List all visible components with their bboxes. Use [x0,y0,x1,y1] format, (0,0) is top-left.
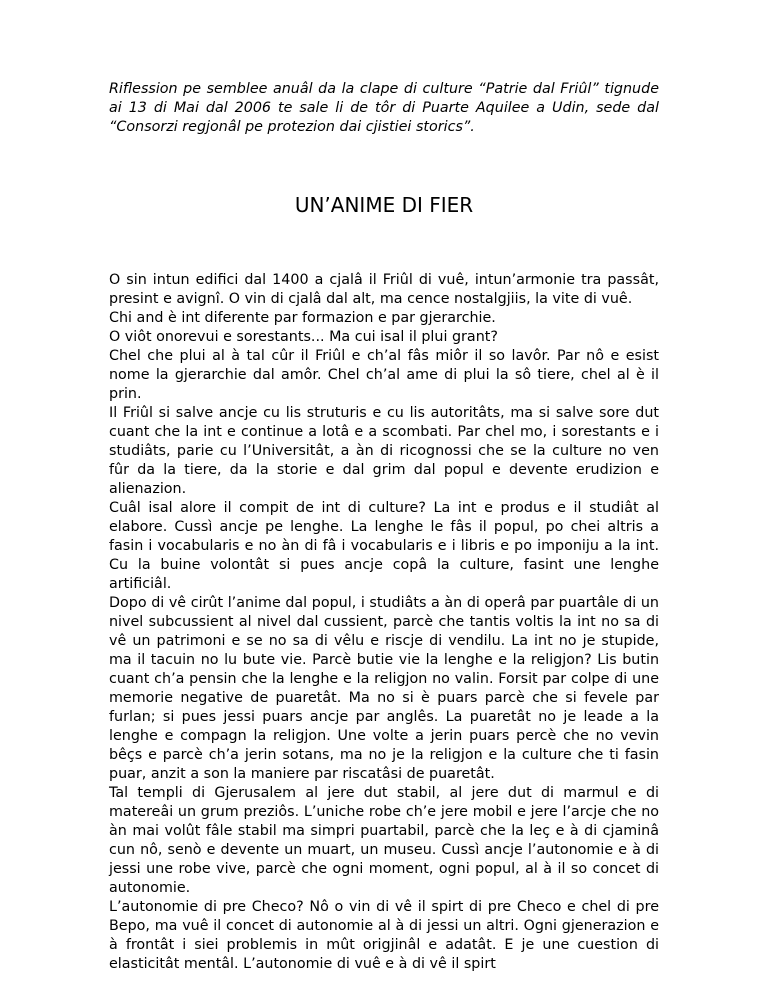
body-paragraph-5: Il Friûl si salve ancje cu lis struturis e cu lis autoritâts, ma si salve sore dut cuant che la int e continue a lotâ e a scombati. Par chel mo, i sorestants e i studiâts, parie cu l’Universitât, a àn di ricognossi che se la culture no ven fûr da la tiere, da la storie e dal grim dal popul e devente erudizion e alienazion. [109,405,659,497]
body-paragraph-3: O viôt onorevui e sorestants... Ma cui isal il plui grant? [109,329,498,345]
body-paragraph-7: Dopo di vê cirût l’anime dal popul, i studiâts a àn di operâ par puartâle di un nivel subcussient al nivel dal cussient, parcè che tantis voltis la int no sa di vê un patrimoni e se no sa di vêlu e riscje di vendilu. La int no je stupide, ma il tacuin no lu bute vie. Parcè butie vie la lenghe e la religjon? Lis butin cuant ch’a pensin che la lenghe e la religjon no valin. Forsit par colpe di une memorie negative de puaretât. Ma no si è puars parcè che si fevele par furlan; si pues jessi puars ancje par anglês. La puaretât no je leade a la lenghe e compagn la religjon. Une volte a jerin puars percè che no vevin bêçs e parcè ch’a jerin sotans, ma no je la religjon e la culture che ti fasin puar, anzit a son la maniere par riscatâsi de puaretât. [109,595,659,782]
body-paragraph-9: L’autonomie di pre Checo? Nô o vin di vê il spirt di pre Checo e chel di pre Bepo, ma vuê il concet di autonomie al à di jessi un altri. Ogni gjenerazion e à frontât i siei problemis in mût origjinâl e adatât. E je une cuestion di elasticitât mentâl. L’autonomie di vuê e à di vê il spirt [109,899,659,972]
intro-paragraph: Riflession pe semblee anuâl da la clape di culture “Patrie dal Friûl” tignude ai 13 di Mai dal 2006 te sale li de tôr di Puarte Aquilee a Udin, sede dal “Consorzi regjonâl pe protezion dai cjistiei storics”. [109,81,659,135]
body-paragraph-4: Chel che plui al à tal cûr il Friûl e ch’al fâs miôr il so lavôr. Par nô e esist nome la gjerarchie dal amôr. Chel ch’al ame di plui la sô tiere, chel al è il prin. [109,348,659,402]
body-paragraph-6: Cuâl isal alore il compit de int di culture? La int e produs e il studiât al elabore. Cussì ancje pe lenghe. La lenghe le fâs il popul, po chei altris a fasin i vocabularis e no àn di fâ i vocabularis e i libris e po imponiju a la int. Cu la buine volontât si pues ancje copâ la culture, fasint une lenghe artificiâl. [109,500,659,592]
document-page [109,80,659,974]
body-paragraph-1: O sin intun edifici dal 1400 a cjalâ il Friûl di vuê, intun’armonie tra passât, presint e avignî. O vin di cjalâ dal alt, ma cence nostalgjiis, la vite di vuê. [109,272,659,307]
document-title: UN’ANIME DI FIER [294,193,474,217]
document-body [109,271,659,974]
body-paragraph-2: Chi and è int diferente par formazion e par gjerarchie. [109,310,496,326]
body-paragraph-8: Tal templi di Gjerusalem al jere dut stabil, al jere dut di marmul e di matereâi un grum preziôs. L’uniche robe ch’e jere mobil e jere l’arcje che no àn mai volût fâle stabil ma simpri puartabil, parcè che la leç e à di cjaminâ cun nô, senò e devente un muart, un museu. Cussì ancje l’autonomie e à di jessi une robe vive, parcè che ogni moment, ogni popul, al à il so concet di autonomie. [109,785,659,896]
